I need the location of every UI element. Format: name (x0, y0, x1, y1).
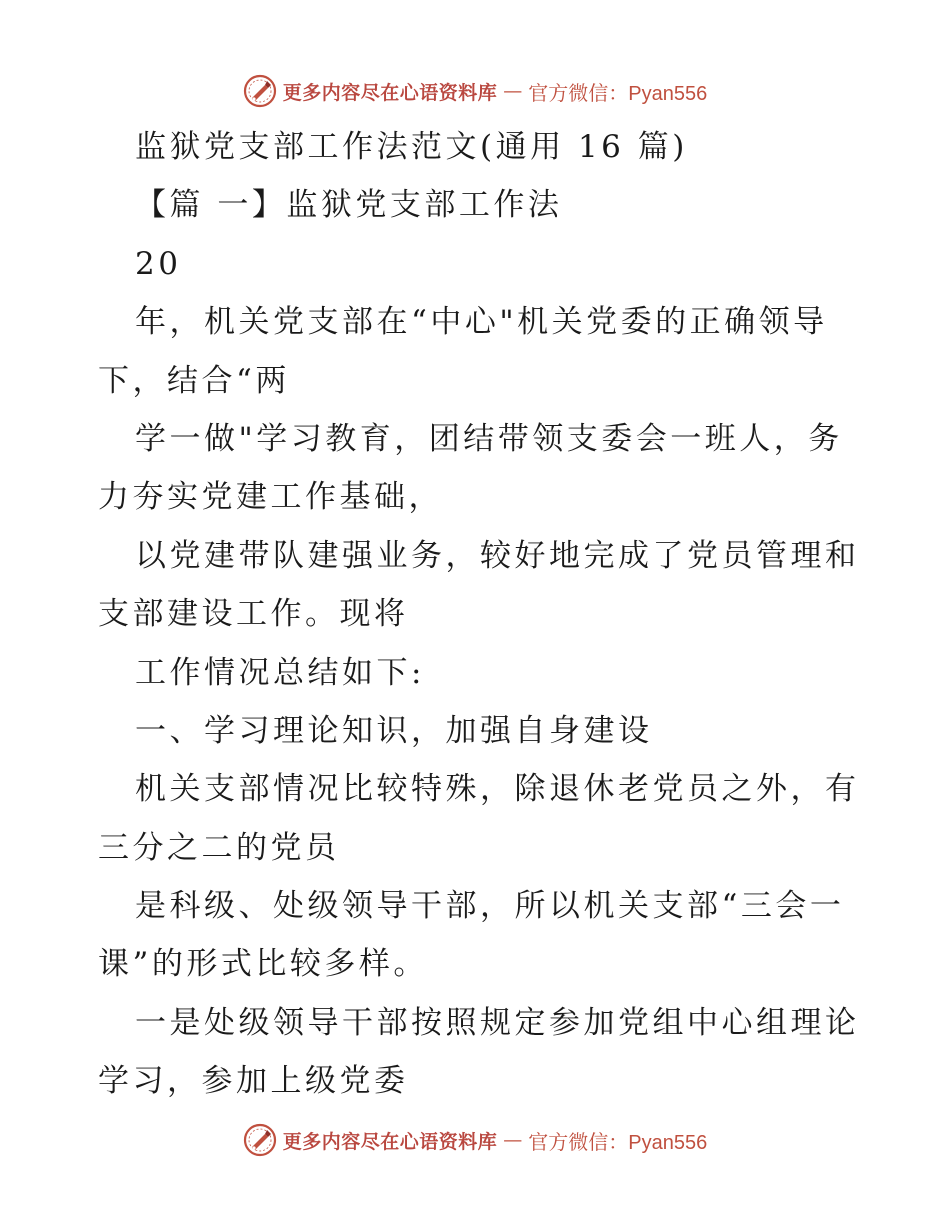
text-line: 机关支部情况比较特殊，除退休老党员之外，有 (135, 771, 860, 808)
header-watermark (0, 71, 950, 111)
text-line: 下，结合“两 (98, 362, 290, 399)
text-line: 支部建设工作。现将 (98, 596, 409, 633)
watermark-site-name: 更多内容尽在心语资料库 (282, 81, 498, 104)
text-line: 一、学习理论知识，加强自身建设 (135, 712, 653, 749)
text-line: 三分之二的党员 (98, 829, 340, 866)
text-line: 一是处级领导干部按照规定参加党组中心组理论 (135, 1004, 860, 1041)
pen-nib-logo-icon (243, 1123, 277, 1157)
text-line: 【篇 一】监狱党支部工作法 (135, 187, 563, 224)
footer-watermark (0, 1120, 950, 1160)
document-title: 监狱党支部工作法范文(通用 16 篇) (135, 129, 688, 165)
watermark-contact: 官方微信：Pyan556 (528, 1131, 708, 1154)
pen-nib-logo-icon (243, 74, 277, 108)
text-line: 年，机关党支部在“中心"机关党委的正确领导 (135, 304, 828, 341)
document-body (98, 118, 858, 1111)
watermark-separator: — (503, 80, 523, 102)
text-line: 20 (135, 245, 182, 282)
text-line: 学习，参加上级党委 (98, 1063, 409, 1100)
text-line: 课”的形式比较多样。 (98, 946, 428, 983)
text-line: 工作情况总结如下: (135, 654, 425, 691)
text-line: 学一做"学习教育，团结带领支委会一班人，务 (135, 420, 843, 457)
text-line: 力夯实党建工作基础， (98, 479, 443, 516)
watermark-contact: 官方微信：Pyan556 (528, 82, 708, 105)
text-line: 是科级、处级领导干部，所以机关支部“三会一 (135, 888, 845, 925)
watermark-separator: — (503, 1129, 523, 1151)
text-line: 以党建带队建强业务，较好地完成了党员管理和 (135, 537, 860, 574)
watermark-site-name: 更多内容尽在心语资料库 (282, 1130, 498, 1153)
